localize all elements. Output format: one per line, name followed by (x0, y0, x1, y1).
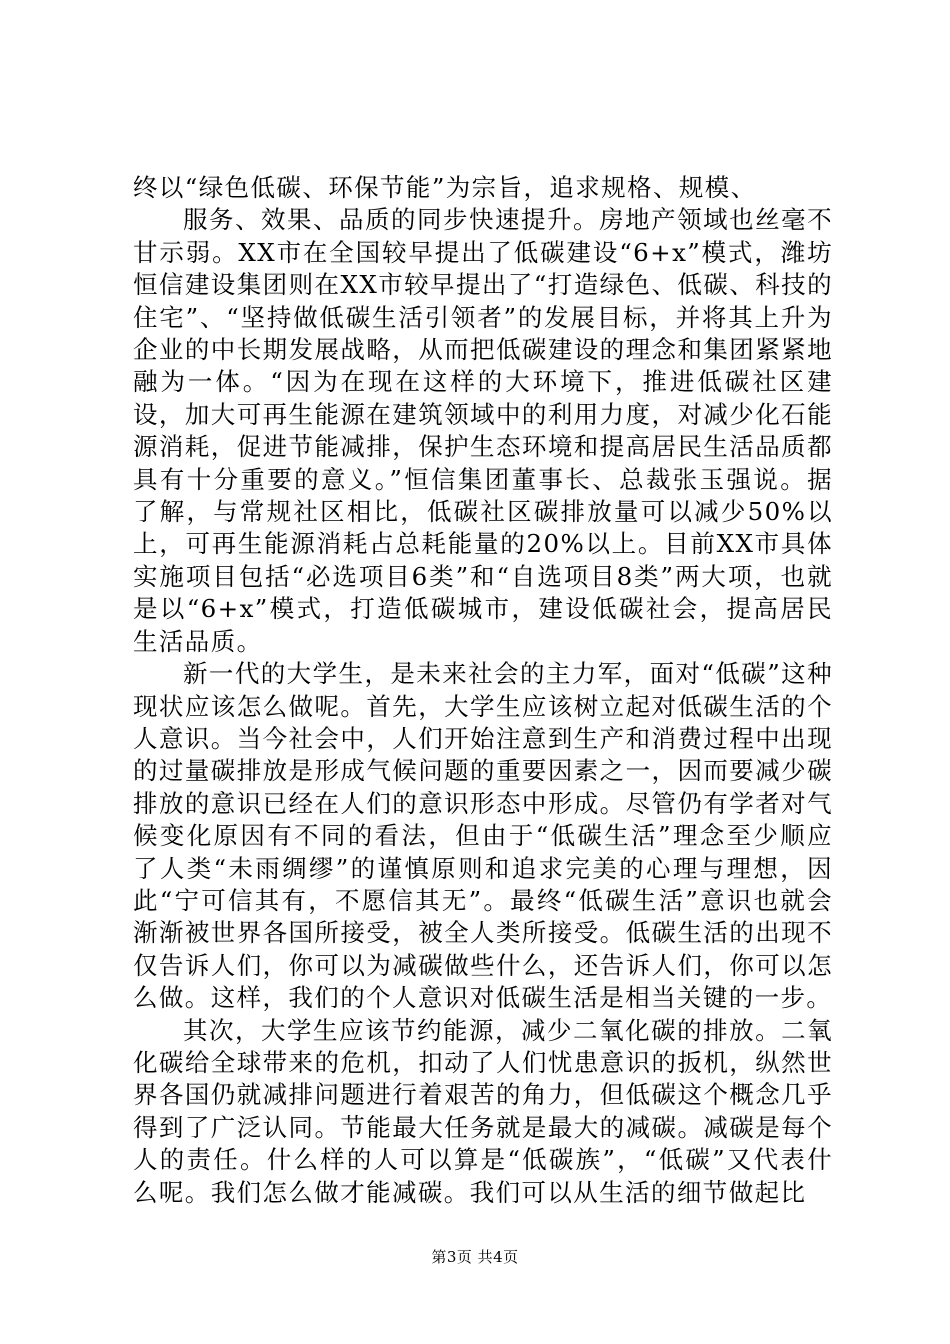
paragraph-save-energy: 其次，大学生应该节约能源，减少二氧化碳的排放。二氧化碳给全球带来的危机，扣动了人们忧患意识的扳机，纵然世界各国仍就减排问题进行着艰苦的角力，但低碳这个概念几乎得到了广泛认同。节能最大任务就是最大的减碳。减碳是每个人的责任。什么样的人可以算是“低碳族”，“低碳”又代表什么呢。我们怎么做才能减碳。我们可以从生活的细节做起比 (133, 1015, 833, 1207)
paragraph-student-awareness: 新一代的大学生，是未来社会的主力军，面对“低碳”这种现状应该怎么做呢。首先，大学生应该树立起对低碳生活的个人意识。当今社会中，人们开始注意到生产和消费过程中出现的过量碳排放是形成气候问题的重要因素之一，因而要减少碳排放的意识已经在人们的意识形态中形成。尽管仍有学者对气候变化原因有不同的看法，但由于“低碳生活”理念至少顺应了人类“未雨绸缪”的谨慎原则和追求完美的心理与理想，因此“宁可信其有，不愿信其无”。最终“低碳生活”意识也就会渐渐被世界各国所接受，被全人类所接受。低碳生活的出现不仅告诉人们，你可以为减碳做些什么，还告诉人们，你可以怎么做。这样，我们的个人意识对低碳生活是相当关键的一步。 (133, 659, 833, 1013)
paragraph-real-estate: 服务、效果、品质的同步快速提升。房地产领域也丝毫不甘示弱。XX市在全国较早提出了低碳建设“6+x”模式，潍坊恒信建设集团则在XX市较早提出了“打造绿色、低碳、科技的住宅”、“坚持做低碳生活引领者”的发展目标，并将其上升为企业的中长期发展战略，从而把低碳建设的理念和集团紧紧地融为一体。“因为在现在这样的大环境下，推进低碳社区建设，加大可再生能源在建筑领域中的利用力度，对减少化石能源消耗，促进节能减排，保护生态环境和提高居民生活品质都具有十分重要的意义。”恒信集团董事长、总裁张玉强说。据了解，与常规社区相比，低碳社区碳排放量可以减少50%以上，可再生能源消耗占总耗能量的20%以上。目前XX市具体实施项目包括“必选项目6类”和“自选项目8类”两大项，也就是以“6+x”模式，打造低碳城市，建设低碳社会，提高居民生活品质。 (133, 205, 833, 656)
paragraph-continuation: 终以“绿色低碳、环保节能”为宗旨，追求规格、规模、 (133, 173, 757, 202)
document-body (133, 172, 833, 1209)
page-number-footer: 第3页 共4页 (431, 1248, 519, 1266)
